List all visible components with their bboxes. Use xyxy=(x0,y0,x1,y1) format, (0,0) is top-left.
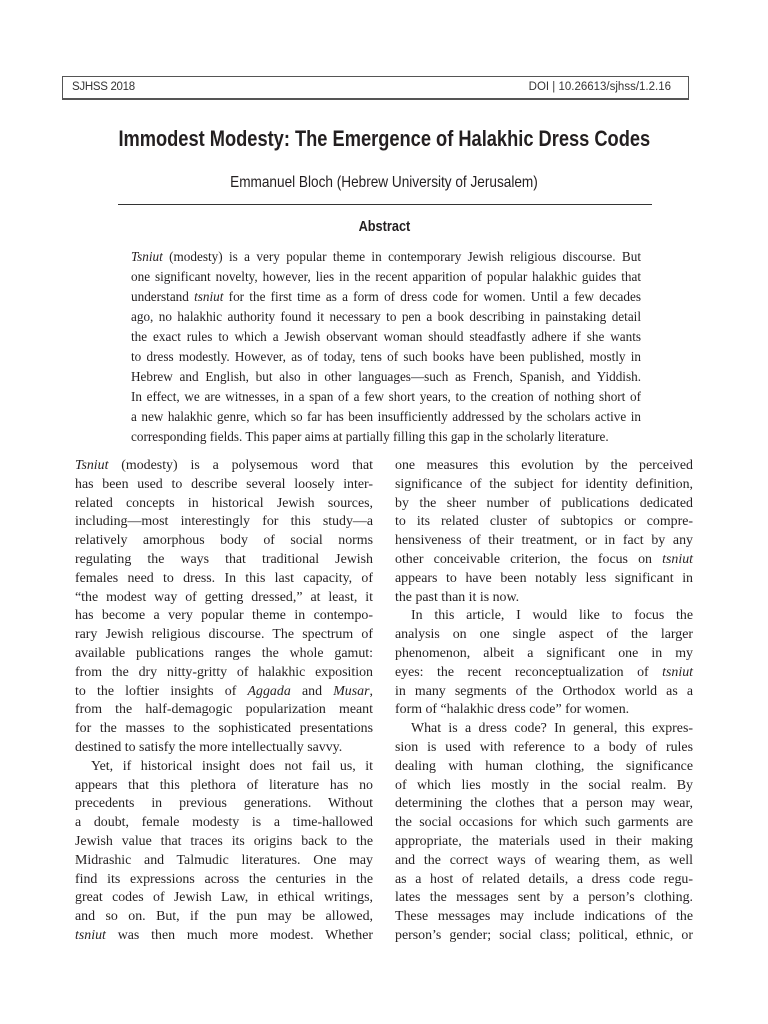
text-line xyxy=(131,287,641,307)
text-segment: relatively amorphous body of social norms xyxy=(75,533,373,549)
text-segment: by the sheer number of publications dedicated xyxy=(395,495,693,511)
text-line xyxy=(395,551,693,570)
author-block xyxy=(0,174,768,192)
text-segment: including—most interestingly for this study—a xyxy=(75,514,373,530)
text-line xyxy=(75,777,373,796)
italic-text: tsniut xyxy=(662,551,693,567)
text-line xyxy=(75,683,373,702)
body-left-column xyxy=(75,457,373,946)
italic-text: Tsniut xyxy=(131,249,163,264)
text-line xyxy=(395,908,693,927)
text-segment: destined to satisfy the more intellectually savvy. xyxy=(75,739,343,755)
text-line xyxy=(75,927,373,946)
text-line xyxy=(75,589,373,608)
text-line xyxy=(395,683,693,702)
text-segment: rary Jewish religious discourse. The spectrum of xyxy=(75,627,373,643)
text-line xyxy=(75,871,373,890)
text-segment: from the dry nitty-gritty of halakhic exposition xyxy=(75,664,373,680)
text-segment: was then much more modest. Whether xyxy=(105,927,373,943)
running-header xyxy=(62,76,689,100)
text-segment: of which lies mostly in the social realm. By xyxy=(395,777,693,793)
text-line xyxy=(131,427,641,447)
text-line xyxy=(75,795,373,814)
paper-title-block xyxy=(0,126,768,152)
italic-text: tsniut xyxy=(194,289,224,304)
text-segment: to the loftier insights of xyxy=(75,683,248,699)
text-segment: find its expressions across the centuries in the xyxy=(75,871,373,887)
text-line xyxy=(75,852,373,871)
text-line xyxy=(131,387,641,407)
text-segment: the social occasions for which such garments are xyxy=(395,815,693,831)
abstract-heading-block xyxy=(0,218,768,235)
text-line xyxy=(395,795,693,814)
paper-title: Immodest Modesty: The Emergence of Halakhic Dress Codes xyxy=(118,126,650,151)
text-segment: person’s gender; social class; political, ethnic, or xyxy=(395,927,693,943)
text-segment: appropriate, the materials used in their making xyxy=(395,833,693,849)
text-segment: dealing with human clothing, the significance xyxy=(395,758,693,774)
italic-text: Tsniut xyxy=(75,458,109,473)
text-line xyxy=(395,701,693,720)
text-segment: appears that this plethora of literature has no xyxy=(75,777,373,793)
text-segment: phenomenon, albeit a significant one in my xyxy=(395,645,693,661)
text-segment: eyes: the recent reconceptualization of xyxy=(395,664,663,680)
text-line xyxy=(131,407,641,427)
doi-label: DOI | 10.26613/sjhss/1.2.16 xyxy=(528,81,671,93)
abstract-heading: Abstract xyxy=(358,218,410,235)
text-segment: and the correct ways of wearing them, as well xyxy=(395,852,693,868)
text-segment: the past than it is now. xyxy=(395,589,520,605)
text-line xyxy=(75,626,373,645)
divider xyxy=(118,204,652,205)
text-line xyxy=(75,814,373,833)
text-segment: determining the clothes that a person may wear, xyxy=(395,796,693,812)
text-segment: Midrashic and Talmudic literatures. One may xyxy=(75,852,373,868)
text-segment: regulating the ways that traditional Jewish xyxy=(75,551,373,567)
text-segment: and so on. But, if the pun may be allowed, xyxy=(75,909,373,925)
text-line xyxy=(75,476,373,495)
text-segment: from the half-demagogic popularization meant xyxy=(75,702,373,718)
text-segment: one measures this evolution by the perceived xyxy=(395,458,693,473)
text-line xyxy=(131,247,641,267)
text-line xyxy=(395,852,693,871)
text-segment: Jewish value that traces its origins back to the xyxy=(75,833,373,849)
text-line xyxy=(395,626,693,645)
text-line xyxy=(75,664,373,683)
text-segment: significance of the subject for identity definition, xyxy=(395,476,693,492)
text-line xyxy=(75,758,373,777)
text-segment: in many segments of the Orthodox world as a xyxy=(395,683,693,699)
text-line xyxy=(75,513,373,532)
text-line xyxy=(395,457,693,476)
text-line xyxy=(395,495,693,514)
text-segment: appears to have been notably less significant in xyxy=(395,570,693,586)
text-segment: precedents in previous generations. Without xyxy=(75,796,373,812)
text-segment: has been used to describe several loosely inter- xyxy=(75,476,373,492)
text-line xyxy=(131,367,641,387)
text-segment: “the modest way of getting dressed,” at least, it xyxy=(75,589,373,605)
text-line xyxy=(395,589,693,608)
text-segment: the exact rules to which a Jewish observant woman should steadfastly adhere if she wants xyxy=(131,329,641,344)
text-line xyxy=(395,570,693,589)
text-segment: analysis on one single aspect of the larger xyxy=(395,627,693,643)
text-line xyxy=(75,833,373,852)
text-segment: has become a very popular theme in contempo- xyxy=(75,608,373,624)
text-segment: (modesty) is a very popular theme in contemporary Jewish religious discourse. But xyxy=(162,249,641,264)
text-segment: available publications ranges the whole gamut: xyxy=(75,645,373,661)
text-line xyxy=(395,513,693,532)
text-segment: for the first time as a form of dress code for women. Until a few decades xyxy=(223,289,641,304)
text-line xyxy=(75,889,373,908)
text-segment: to its related cluster of subtopics or compre- xyxy=(395,514,693,530)
text-segment: form of “halakhic dress code” for women. xyxy=(395,702,630,718)
text-line xyxy=(395,645,693,664)
journal-label: SJHSS 2018 xyxy=(72,81,135,93)
abstract-text xyxy=(131,247,641,447)
text-line xyxy=(75,570,373,589)
text-line xyxy=(395,833,693,852)
text-segment: In this article, I would like to focus the xyxy=(411,608,693,624)
text-segment: In effect, we are witnesses, in a span of a few short years, to the creation of nothing short of xyxy=(131,389,641,404)
text-segment: Yet, if historical insight does not fail us, it xyxy=(91,758,373,774)
text-line xyxy=(75,457,373,476)
text-segment: as a host of related details, a dress code regu- xyxy=(395,871,693,887)
italic-text: Aggada xyxy=(247,683,291,699)
text-line xyxy=(395,607,693,626)
text-line xyxy=(395,758,693,777)
text-segment: Hebrew and English, but also in other languages—such as French, Spanish, and Yiddish. xyxy=(131,369,641,384)
author-line: Emmanuel Bloch (Hebrew University of Jerusalem) xyxy=(230,174,538,191)
text-segment: and xyxy=(290,683,334,699)
italic-text: Musar xyxy=(333,683,370,699)
text-line xyxy=(395,871,693,890)
text-segment: females need to dress. In this last capacity, of xyxy=(75,570,373,586)
text-segment: hensiveness of their treatment, or in fact by any xyxy=(395,533,693,549)
text-segment: to dress modestly. However, as of today, tens of such books have been published, mostly in xyxy=(131,349,641,364)
text-segment: other conceivable criterion, the focus on xyxy=(395,551,663,567)
text-segment: for the masses to the sophisticated presentations xyxy=(75,721,373,737)
text-segment: understand xyxy=(131,289,195,304)
text-segment: a doubt, female modesty is a time-hallowed xyxy=(75,815,373,831)
text-line xyxy=(131,347,641,367)
text-line xyxy=(75,645,373,664)
text-line xyxy=(75,495,373,514)
text-line xyxy=(131,267,641,287)
text-line xyxy=(75,908,373,927)
text-line xyxy=(75,701,373,720)
text-segment: a new halakhic genre, which so far has been insufficiently addressed by the scholars active in xyxy=(131,409,641,424)
text-line xyxy=(75,739,373,758)
text-line xyxy=(395,889,693,908)
text-segment: ago, no halakhic authority found it necessary to pen a book describing in painstaking detail xyxy=(131,309,641,324)
text-line xyxy=(395,927,693,946)
text-line xyxy=(75,607,373,626)
text-segment: one significant novelty, however, lies in the recent apparition of popular halakhic guides that xyxy=(131,269,641,284)
text-segment: What is a dress code? In general, this expres- xyxy=(411,721,693,737)
text-line xyxy=(395,739,693,758)
text-segment: sion is used with reference to a body of rules xyxy=(395,739,693,755)
text-line xyxy=(395,476,693,495)
text-line xyxy=(395,720,693,739)
text-line xyxy=(395,777,693,796)
text-segment: related concepts in historical Jewish sources, xyxy=(75,495,373,511)
italic-text: tsniut xyxy=(75,927,106,943)
text-line xyxy=(131,307,641,327)
text-line xyxy=(75,532,373,551)
text-segment: , xyxy=(369,683,373,699)
body-right-column xyxy=(395,457,693,946)
text-line xyxy=(395,532,693,551)
text-segment: great codes of Jewish Law, in ethical writings, xyxy=(75,890,373,906)
text-line xyxy=(75,551,373,570)
text-line xyxy=(131,327,641,347)
text-segment: lates the messages sent by a person’s clothing. xyxy=(395,890,693,906)
italic-text: tsniut xyxy=(662,664,693,680)
text-segment: These messages may include indications of the xyxy=(395,909,693,925)
text-segment: corresponding fields. This paper aims at partially filling this gap in the scholarly literature. xyxy=(131,429,609,444)
text-segment: (modesty) is a polysemous word that xyxy=(108,458,373,473)
text-line xyxy=(395,814,693,833)
text-line xyxy=(395,664,693,683)
text-line xyxy=(75,720,373,739)
